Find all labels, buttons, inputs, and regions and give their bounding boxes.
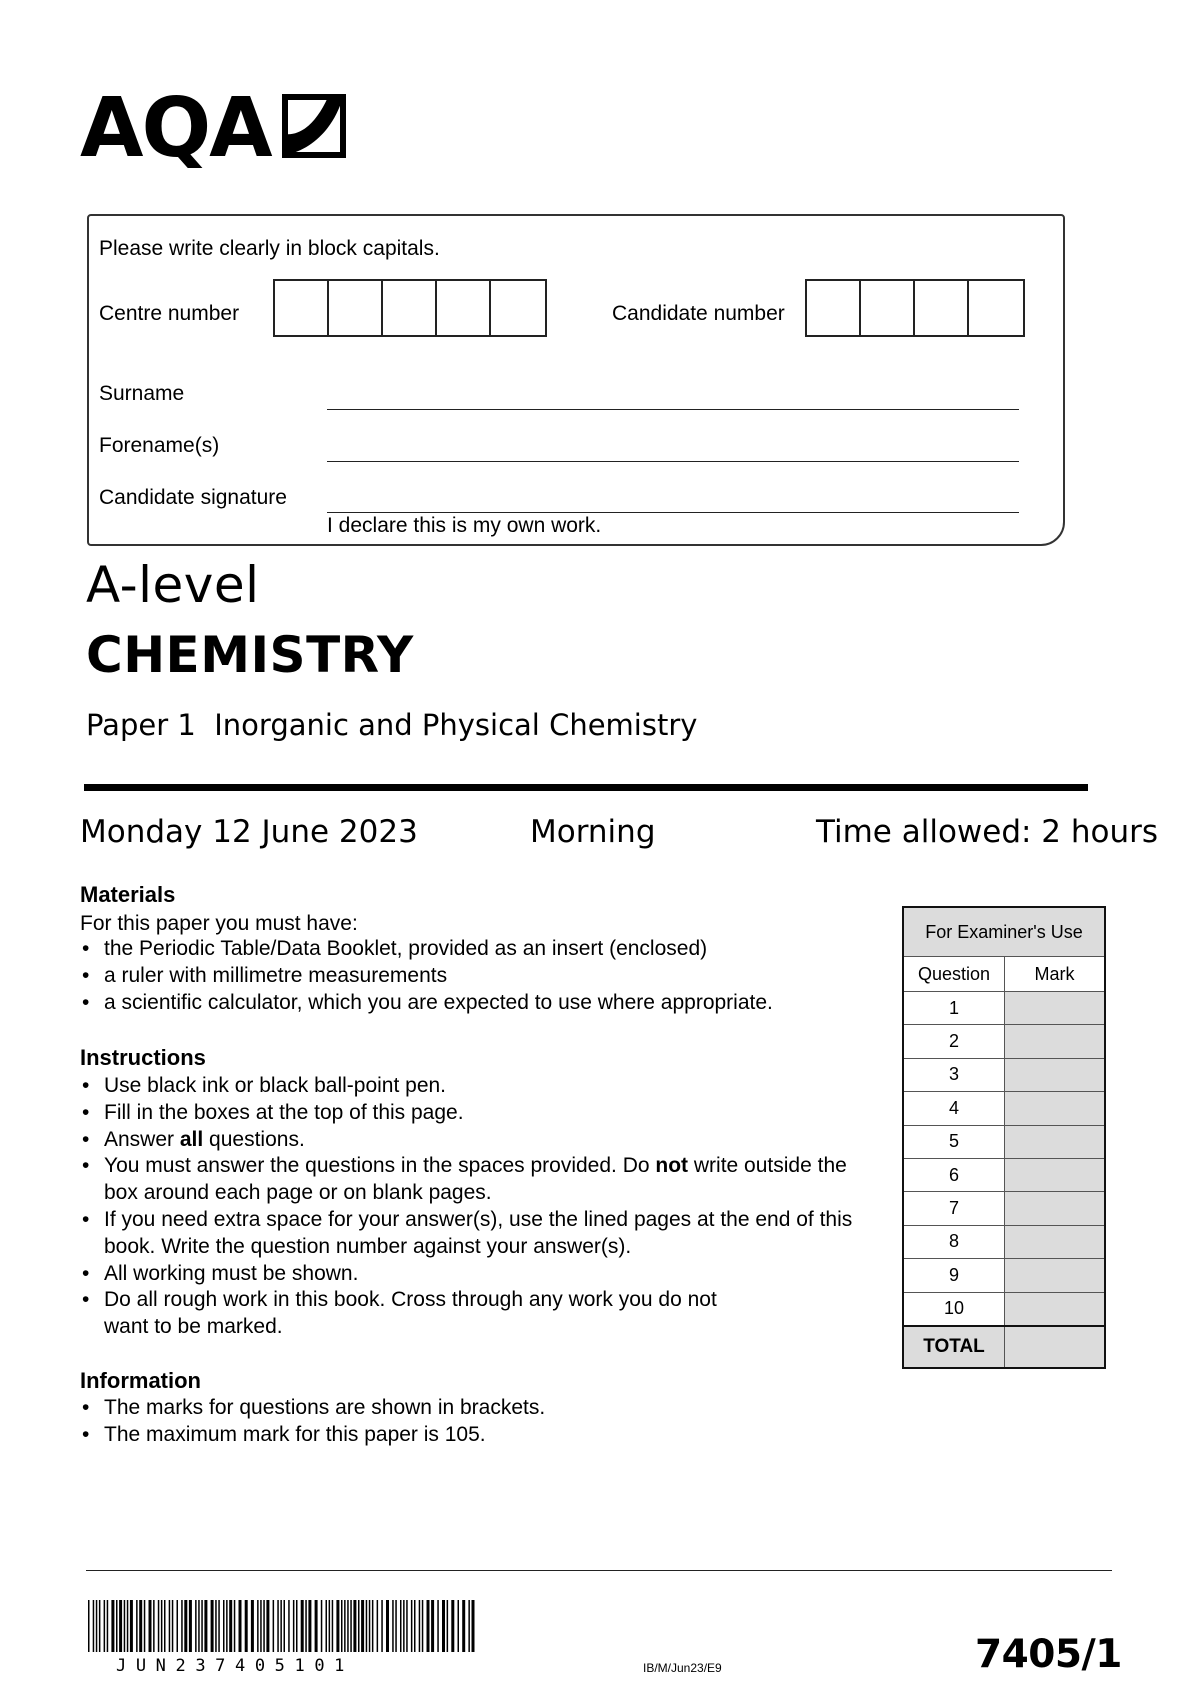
question-number: 7 — [904, 1192, 1005, 1225]
centre-digit-box[interactable] — [383, 281, 437, 335]
time-allowed: Time allowed: 2 hours — [816, 814, 1159, 850]
subject-title: CHEMISTRY — [86, 626, 414, 684]
candidate-number-label: Candidate number — [612, 302, 785, 325]
aqa-logo — [80, 81, 271, 176]
question-number: 8 — [904, 1225, 1005, 1258]
instruction-text: write outside the box around each page or on blank pages. — [104, 1154, 847, 1205]
instruction-text: Fill in the boxes at the top of this page. — [104, 1100, 464, 1124]
candidate-digit-box[interactable] — [861, 281, 915, 335]
list-item — [80, 1100, 870, 1127]
centre-digit-box[interactable] — [491, 281, 545, 335]
table-row — [904, 1292, 1104, 1326]
list-item — [80, 1261, 870, 1288]
paper-code: 7405/1 — [975, 1632, 1122, 1677]
mark-cell — [1005, 1259, 1105, 1292]
table-row — [904, 1092, 1104, 1125]
exam-date: Monday 12 June 2023 — [80, 814, 418, 850]
candidate-digit-box[interactable] — [969, 281, 1023, 335]
reference-code: IB/M/Jun23/E9 — [643, 1661, 722, 1675]
instruction-text: questions. — [203, 1127, 305, 1151]
emphasis-not: not — [655, 1154, 689, 1178]
paper-name: Inorganic and Physical Chemistry — [214, 708, 698, 742]
candidate-number-boxes[interactable] — [805, 279, 1025, 337]
table-row — [904, 1025, 1104, 1058]
examiner-use-table — [902, 906, 1106, 1369]
mark-cell — [1005, 1225, 1105, 1258]
centre-digit-box[interactable] — [437, 281, 491, 335]
materials-heading: Materials — [80, 882, 176, 907]
question-number: 3 — [904, 1058, 1005, 1091]
table-row — [904, 992, 1104, 1025]
footer-divider — [86, 1570, 1112, 1571]
question-number: 1 — [904, 992, 1005, 1025]
question-number: 6 — [904, 1158, 1005, 1191]
list-item: • The marks for questions are shown in brackets. — [80, 1395, 880, 1422]
logo-mark-icon — [282, 94, 346, 158]
instruction-text: Answer — [104, 1127, 180, 1151]
logo-text: AQA — [80, 81, 271, 176]
question-number: 4 — [904, 1092, 1005, 1125]
signature-label: Candidate signature — [99, 486, 287, 509]
table-row — [904, 1058, 1104, 1091]
table-row — [904, 1192, 1104, 1225]
forenames-label: Forename(s) — [99, 434, 220, 457]
surname-line[interactable] — [327, 409, 1019, 410]
candidate-digit-box[interactable] — [807, 281, 861, 335]
qualification-level: A-level — [86, 556, 260, 614]
instruction-text: If you need extra space for your answer(s), use the lined pages at the end of this book. Write the question number against your answer(s). — [104, 1207, 853, 1258]
emphasis-all: all — [179, 1127, 204, 1151]
total-label: TOTAL — [904, 1326, 1005, 1367]
candidate-details-box — [87, 214, 1065, 546]
list-item — [80, 1073, 870, 1100]
table-row — [904, 1259, 1104, 1292]
centre-number-boxes[interactable] — [273, 279, 547, 337]
mark-cell — [1005, 1092, 1105, 1125]
exam-session: Morning — [530, 814, 656, 850]
materials-intro: For this paper you must have: — [80, 912, 358, 935]
materials-list — [80, 936, 880, 1016]
table-row — [904, 1158, 1104, 1191]
barcode-digits: JUN237405101 — [116, 1656, 355, 1676]
barcode-icon — [88, 1600, 476, 1652]
list-item — [80, 1153, 870, 1207]
information-heading: Information — [80, 1368, 201, 1393]
mark-cell — [1005, 1025, 1105, 1058]
instruction-text: All working must be shown. — [104, 1261, 359, 1285]
question-number: 5 — [904, 1125, 1005, 1158]
question-number: 10 — [904, 1292, 1005, 1326]
list-item — [80, 1207, 870, 1261]
information-list — [80, 1395, 880, 1449]
question-number: 9 — [904, 1259, 1005, 1292]
question-column-header: Question — [904, 957, 1005, 992]
question-number: 2 — [904, 1025, 1005, 1058]
instruction-text: Use black ink or black ball-point pen. — [104, 1074, 447, 1097]
mark-cell — [1005, 992, 1105, 1025]
table-row — [904, 1225, 1104, 1258]
candidate-digit-box[interactable] — [915, 281, 969, 335]
forenames-line[interactable] — [327, 461, 1019, 462]
mark-cell — [1005, 1292, 1105, 1326]
block-capitals-instruction: Please write clearly in block capitals. — [99, 237, 440, 260]
signature-line[interactable] — [327, 512, 1019, 513]
centre-digit-box[interactable] — [329, 281, 383, 335]
mark-cell — [1005, 1192, 1105, 1225]
paper-number: Paper 1 — [86, 708, 196, 742]
instruction-text: Do all rough work in this book. Cross through any work you do not want to be marked. — [104, 1288, 717, 1339]
examiner-table-rows — [904, 992, 1104, 1326]
declaration-text: I declare this is my own work. — [327, 514, 602, 537]
mark-cell — [1005, 1125, 1105, 1158]
paper-title — [86, 708, 697, 742]
list-item: • the Periodic Table/Data Booklet, provided as an insert (enclosed) — [80, 936, 880, 963]
total-mark-cell — [1005, 1326, 1105, 1367]
list-item — [80, 1287, 764, 1341]
mark-cell — [1005, 1058, 1105, 1091]
mark-cell — [1005, 1158, 1105, 1191]
mark-column-header: Mark — [1005, 957, 1105, 992]
list-item: • a ruler with millimetre measurements — [80, 963, 880, 990]
list-item — [80, 1127, 870, 1154]
list-item: • a scientific calculator, which you are expected to use where appropriate. — [80, 990, 880, 1017]
centre-digit-box[interactable] — [275, 281, 329, 335]
title-divider — [84, 784, 1088, 791]
centre-number-label: Centre number — [99, 302, 240, 325]
table-row — [904, 1125, 1104, 1158]
instructions-heading: Instructions — [80, 1045, 206, 1070]
list-item: • The maximum mark for this paper is 105. — [80, 1422, 880, 1449]
examiner-table-title: For Examiner's Use — [904, 908, 1104, 957]
instructions-list — [80, 1073, 870, 1341]
instruction-text: You must answer the questions in the spaces provided. Do — [104, 1154, 656, 1178]
surname-label: Surname — [99, 382, 185, 405]
